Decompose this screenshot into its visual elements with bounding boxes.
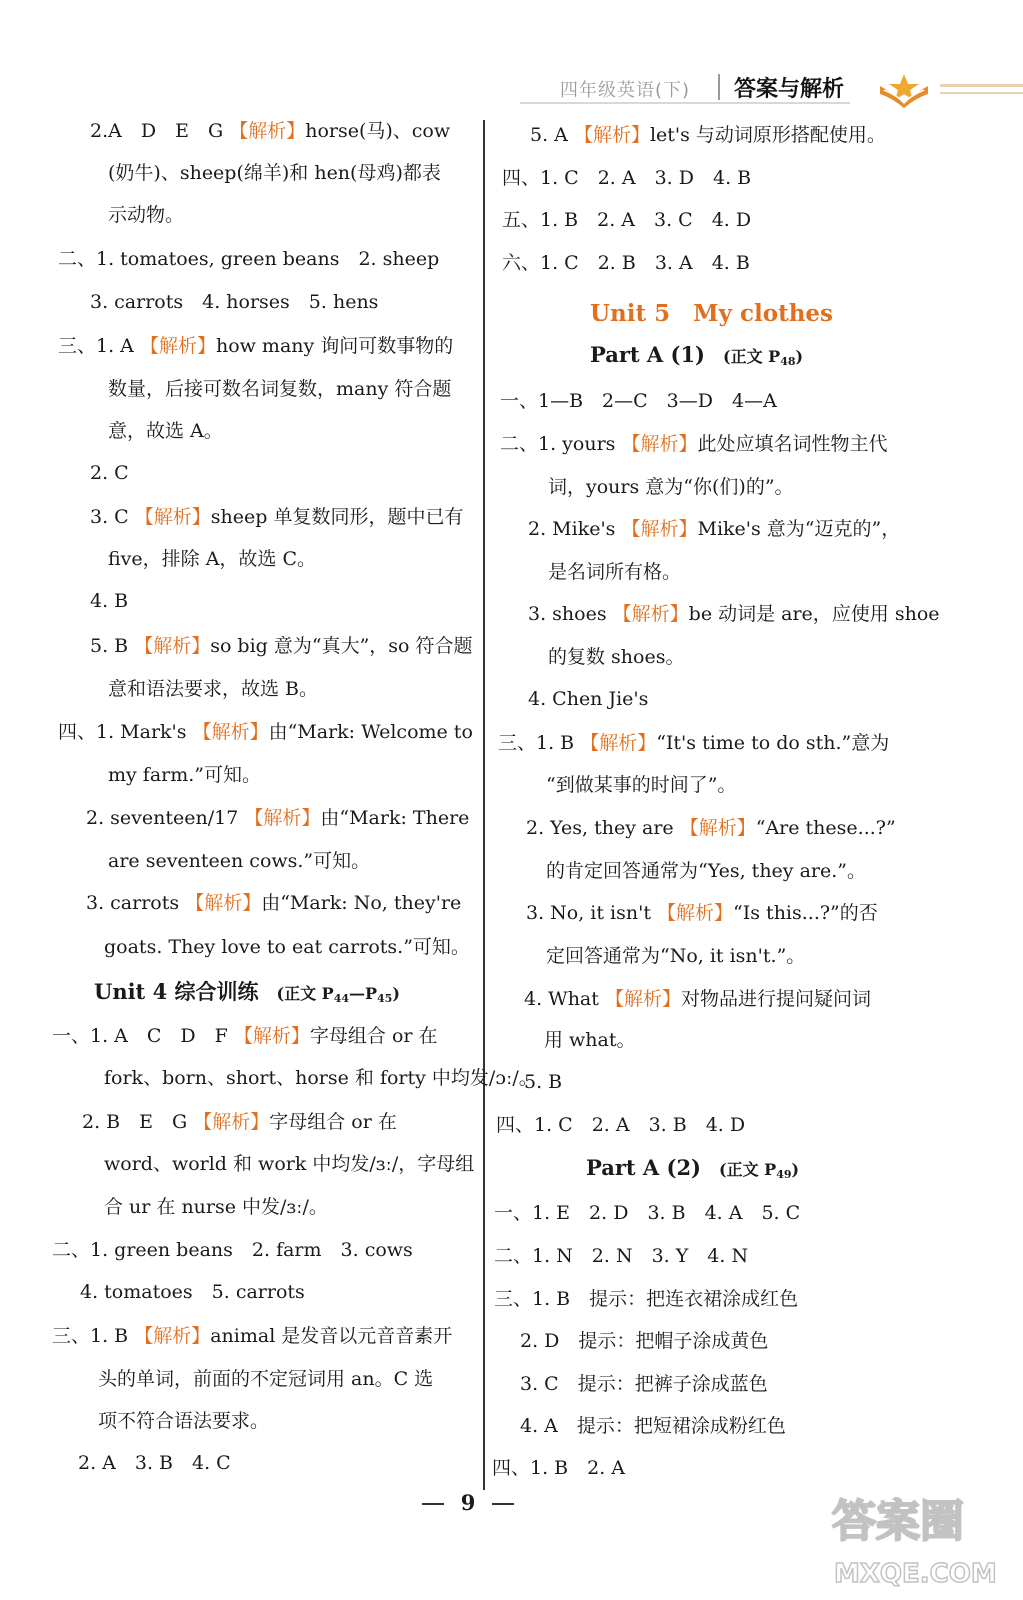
answer-line: 三、1. B 【解析】animal 是发音以元音音素开 <box>52 1325 453 1347</box>
header-rule <box>940 92 1023 94</box>
answer-line: 3. C 【解析】sheep 单复数同形，题中已有 <box>90 506 464 528</box>
answer-line: 示动物。 <box>108 204 185 226</box>
section-title: Part A (1) (正文 $P_{48}$) <box>590 342 804 368</box>
answer-line: 用 what。 <box>544 1029 636 1051</box>
answer-line: 三、1. B 【解析】“It's time to do sth.”意为 <box>498 732 890 754</box>
answer-line: 二、1. N 2. N 3. Y 4. N <box>494 1245 749 1267</box>
column-divider <box>483 120 485 1490</box>
answer-line: 3. carrots 【解析】由“Mark: No, they're <box>86 892 462 914</box>
answer-line: 二、1. green beans 2. farm 3. cows <box>52 1239 413 1261</box>
answer-line: 2. Mike's 【解析】Mike's 意为“迈克的”， <box>528 518 901 540</box>
answer-line: 4. B <box>90 590 129 612</box>
answer-line: 2. seventeen/17 【解析】由“Mark: There <box>86 807 470 829</box>
svg-text:答案圈: 答案圈 <box>832 1496 964 1547</box>
answer-line: 项不符合语法要求。 <box>98 1410 270 1432</box>
answer-line: 四、1. C 2. A 3. D 4. B <box>502 167 752 189</box>
answer-line: 一、1. A C D F 【解析】字母组合 or 在 <box>52 1025 438 1047</box>
answer-line: 2. A 3. B 4. C <box>78 1452 231 1474</box>
header-title: 答案与解析 <box>734 77 845 102</box>
page-header <box>520 62 1023 112</box>
answer-line: 3. shoes 【解析】be 动词是 are，应使用 shoe <box>528 603 940 625</box>
answer-line: (奶牛)、sheep(绵羊)和 hen(母鸡)都表 <box>108 162 441 184</box>
footer-dash <box>492 1503 514 1505</box>
answer-line: 合 ur 在 nurse 中发/ɜː/。 <box>104 1196 328 1218</box>
answer-line: 2. D 提示：把帽子涂成黄色 <box>520 1330 769 1352</box>
answer-line: 4. Chen Jie's <box>528 688 649 710</box>
answer-line: 3. No, it isn't 【解析】“Is this...?”的否 <box>526 902 878 924</box>
answer-line: 一、1. E 2. D 3. B 4. A 5. C <box>494 1202 801 1224</box>
answer-line: 是名词所有格。 <box>548 561 682 583</box>
unit-title: Unit 5 My clothes <box>590 300 833 327</box>
answer-line: 5. A 【解析】let's 与动词原形搭配使用。 <box>530 124 886 146</box>
answer-line: 4. What 【解析】对物品进行提问疑问词 <box>524 988 871 1010</box>
answer-line: 2. Yes, they are 【解析】“Are these...?” <box>526 817 896 839</box>
answer-line: 2. B E G 【解析】字母组合 or 在 <box>82 1111 397 1133</box>
open-book-icon <box>878 70 930 108</box>
footer-dash <box>422 1503 444 1505</box>
answer-line: my farm.”可知。 <box>108 764 262 786</box>
answer-line: 4. A 提示：把短裙涂成粉红色 <box>520 1415 786 1437</box>
answer-line: 意，故选 A。 <box>108 420 223 442</box>
answer-line: 词，yours 意为“你(们)的”。 <box>548 476 794 498</box>
answer-line: “到做某事的时间了”。 <box>546 774 737 796</box>
answer-line: are seventeen cows.”可知。 <box>108 850 371 872</box>
answer-line: 3. C 提示：把裤子涂成蓝色 <box>520 1373 768 1395</box>
answer-line: 四、1. Mark's 【解析】由“Mark: Welcome to <box>58 721 473 743</box>
answer-line: 3. carrots 4. horses 5. hens <box>90 291 379 313</box>
answer-line: fork、born、short、horse 和 forty 中均发/ɔː/。 <box>104 1067 538 1089</box>
answer-line: 六、1. C 2. B 3. A 4. B <box>502 252 750 274</box>
header-separator <box>718 74 720 100</box>
answer-line: 5. B 【解析】so big 意为“真大”，so 符合题 <box>90 635 473 657</box>
header-subject: 四年级英语(下) <box>560 80 691 101</box>
watermark-logo <box>820 1478 1020 1598</box>
answer-line: 5. B <box>524 1071 563 1093</box>
answer-line: 定回答通常为“No, it isn't.”。 <box>546 945 806 967</box>
answer-line: 二、1. yours 【解析】此处应填名词性物主代 <box>500 433 888 455</box>
answer-line: 一、1—B 2—C 3—D 4—A <box>500 390 777 412</box>
answer-line: 数量，后接可数名词复数，many 符合题 <box>108 378 452 400</box>
answer-line: 三、1. A 【解析】how many 询问可数事物的 <box>58 335 454 357</box>
answer-line: 三、1. B 提示：把连衣裙涂成红色 <box>494 1288 799 1310</box>
section-title: Unit 4 综合训练 (正文 $P_{44}—P_{45}$) <box>94 979 400 1005</box>
answer-line: 四、1. B 2. A <box>492 1457 626 1479</box>
answer-line: 四、1. C 2. A 3. B 4. D <box>496 1114 746 1136</box>
answer-line: 头的单词，前面的不定冠词用 an。C 选 <box>98 1368 434 1390</box>
svg-text:MXQE.COM: MXQE.COM <box>834 1559 997 1589</box>
answer-line: 4. tomatoes 5. carrots <box>80 1281 305 1303</box>
page-number: 9 <box>460 1490 476 1515</box>
answer-line: goats. They love to eat carrots.”可知。 <box>104 936 470 958</box>
section-title: Part A (2) (正文 $P_{49}$) <box>586 1155 800 1181</box>
header-rule <box>940 84 1023 87</box>
answer-line: 2. C <box>90 462 129 484</box>
answer-line: 的肯定回答通常为“Yes, they are.”。 <box>546 860 866 882</box>
answer-line: word、world 和 work 中均发/ɜː/，字母组 <box>104 1153 475 1175</box>
answer-line: 意和语法要求，故选 B。 <box>108 678 319 700</box>
answer-line: 的复数 shoes。 <box>548 646 685 668</box>
answer-line: 二、1. tomatoes, green beans 2. sheep <box>58 248 440 270</box>
answer-line: 2.A D E G 【解析】horse(马)、cow <box>90 120 451 142</box>
answer-line: five，排除 A，故选 C。 <box>108 548 316 570</box>
answer-line: 五、1. B 2. A 3. C 4. D <box>502 209 752 231</box>
